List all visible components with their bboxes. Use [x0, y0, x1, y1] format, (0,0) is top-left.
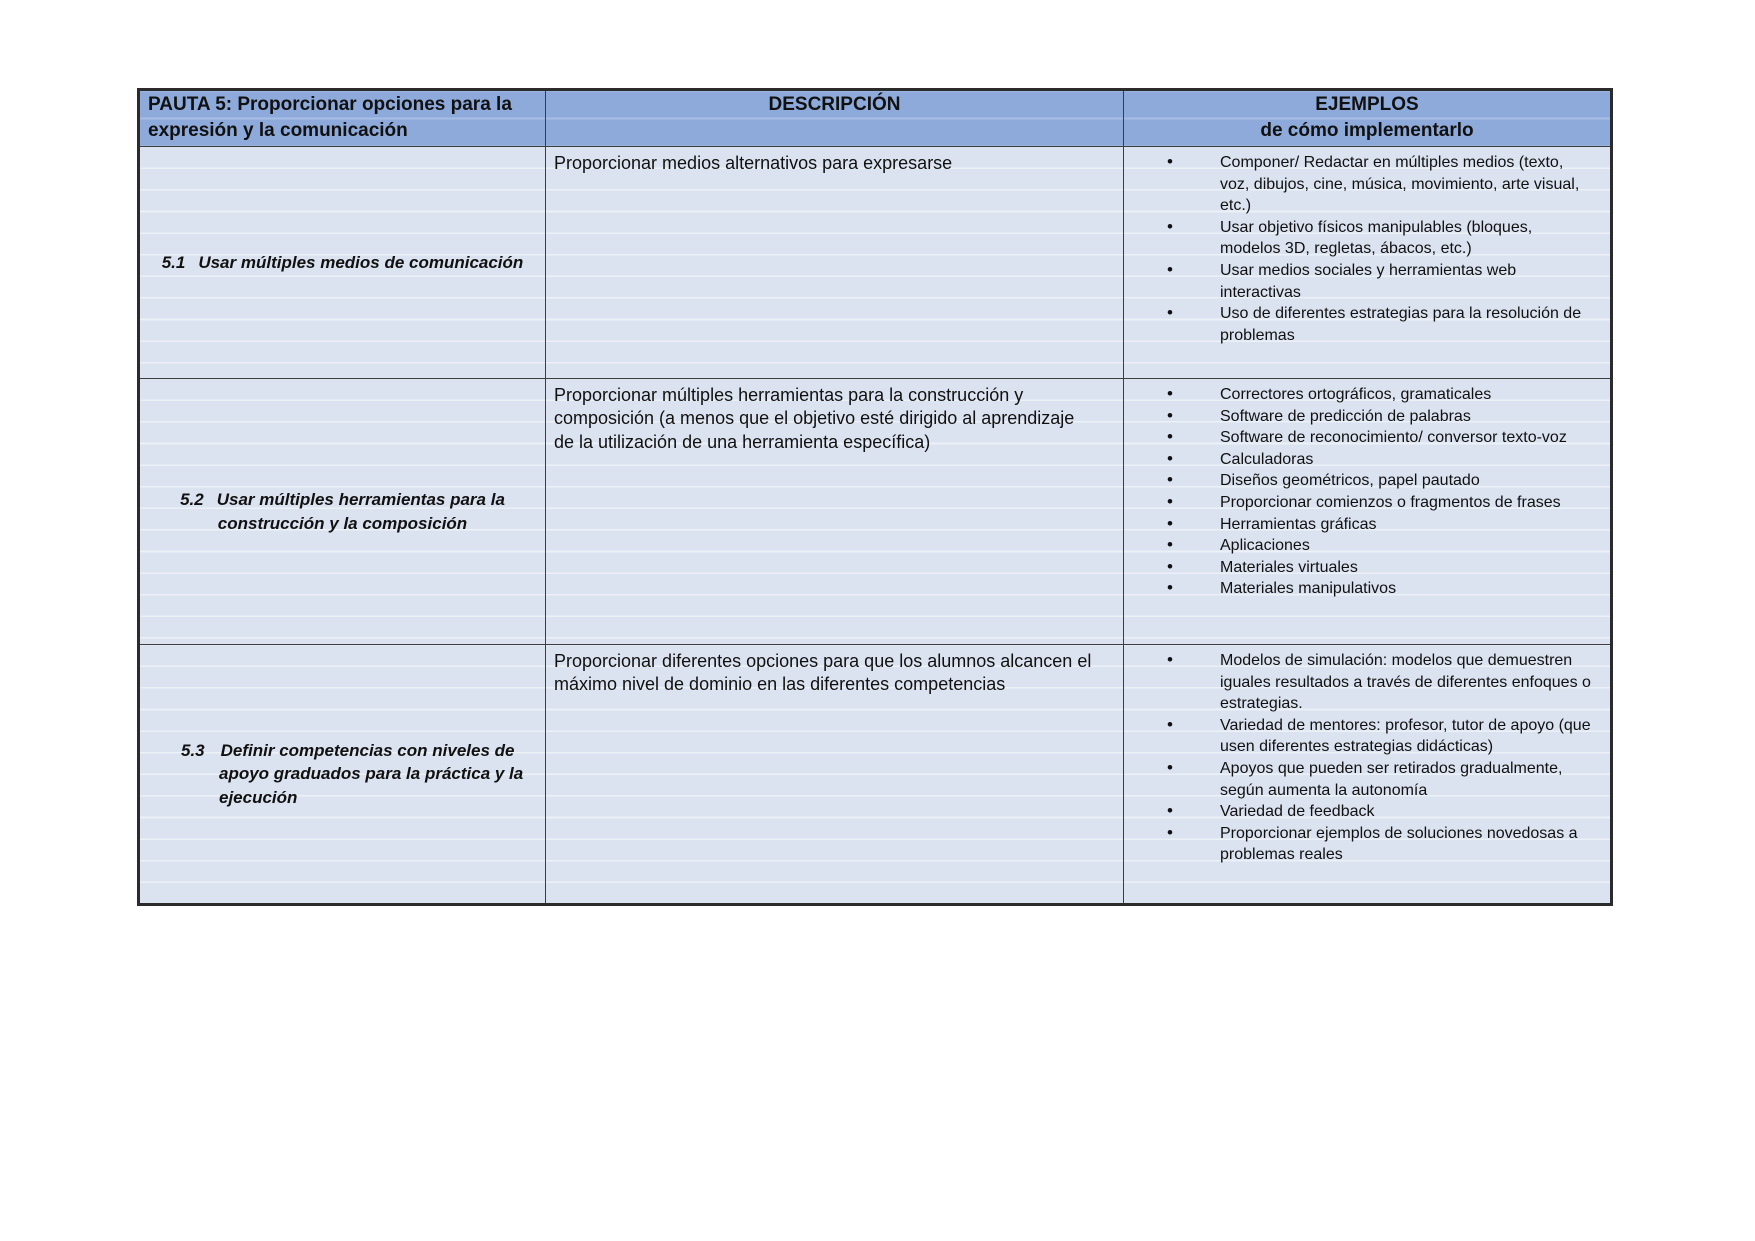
example-text: Apoyos que pueden ser retirados gradualmente, según aumenta la autonomía [1220, 759, 1563, 799]
example-item [1124, 578, 1594, 600]
example-item [1124, 492, 1594, 514]
bullet-icon: • [1167, 448, 1173, 468]
bullet-icon: • [1167, 152, 1173, 171]
bullet-icon: • [1167, 556, 1173, 576]
examples-list [1124, 384, 1594, 600]
example-text: Materiales manipulativos [1220, 580, 1397, 598]
example-text: Herramientas gráficas [1220, 515, 1377, 533]
guideline-header-label: PAUTA 5: Proporcionar opciones para la expresión y la comunicación [148, 94, 512, 141]
guideline-title [148, 488, 537, 535]
guideline-cell [139, 147, 546, 379]
examples-cell [1124, 645, 1612, 905]
example-text: Materiales virtuales [1220, 558, 1358, 576]
example-item [1124, 152, 1594, 217]
examples-list [1124, 152, 1594, 346]
bullet-icon: • [1167, 470, 1173, 490]
bullet-icon: • [1167, 801, 1173, 821]
example-text: Proporcionar ejemplos de soluciones novedosas a problemas reales [1220, 824, 1578, 864]
example-item [1124, 470, 1594, 492]
example-item [1124, 260, 1594, 303]
bullet-icon: • [1167, 303, 1173, 323]
table-row [139, 645, 1612, 905]
header-row [139, 90, 1612, 147]
description-text: Proporcionar diferentes opciones para que los alumnos alcancen el máximo nivel de dominio en las diferentes competencias [554, 651, 1092, 695]
guideline-title [148, 739, 537, 810]
example-text: Proporcionar comienzos o fragmentos de frases [1220, 493, 1561, 511]
description-cell [546, 147, 1124, 379]
guideline-code: 5.3 [181, 740, 205, 760]
example-text: Software de predicción de palabras [1220, 407, 1471, 425]
bullet-icon: • [1167, 259, 1173, 279]
example-item [1124, 449, 1594, 471]
example-text: Componer/ Redactar en múltiples medios (texto, voz, dibujos, cine, música, movimiento, arte visual, etc.) [1220, 154, 1580, 215]
example-text: Correctores ortográficos, gramaticales [1220, 386, 1492, 403]
example-text: Variedad de mentores: profesor, tutor de apoyo (que usen diferentes estrategias didácticas) [1220, 716, 1591, 756]
table-body [139, 147, 1612, 905]
description-header-label: DESCRIPCIÓN [768, 94, 901, 115]
example-item [1124, 514, 1594, 536]
table-row [139, 147, 1612, 379]
example-text: Software de reconocimiento/ conversor texto-voz [1220, 429, 1567, 447]
description-text: Proporcionar medios alternativos para expresarse [554, 153, 953, 173]
guideline-code: 5.2 [180, 490, 204, 509]
example-item [1124, 823, 1594, 866]
example-text: Uso de diferentes estrategias para la resolución de problemas [1220, 305, 1582, 344]
examples-cell [1124, 147, 1612, 379]
guideline-code: 5.1 [161, 252, 186, 272]
description-text: Proporcionar múltiples herramientas para la construcción y composición (a menos que el objetivo esté dirigido al aprendizaje de la utilización de una herramienta específica) [554, 385, 1075, 452]
example-item [1124, 217, 1594, 260]
example-item [1124, 758, 1594, 801]
bullet-icon: • [1167, 491, 1173, 511]
description-cell [546, 645, 1124, 905]
guideline-name: Usar múltiples herramientas para la construcción y la composición [216, 490, 505, 533]
header-cell-guideline [139, 90, 546, 147]
guideline-cell [139, 379, 546, 645]
example-text: Diseños geométricos, papel pautado [1220, 472, 1480, 490]
examples-header-sublabel: de cómo implementarlo [1260, 120, 1474, 141]
example-text: Modelos de simulación: modelos que demuestren iguales resultados a través de diferentes enfoques o estrategias. [1220, 652, 1591, 713]
example-item [1124, 535, 1594, 557]
example-item [1124, 303, 1594, 346]
header-cell-description [546, 90, 1124, 147]
example-text: Calculadoras [1220, 450, 1314, 468]
bullet-icon: • [1167, 535, 1173, 555]
bullet-icon: • [1167, 216, 1173, 236]
example-item [1124, 801, 1594, 823]
example-item [1124, 650, 1594, 715]
example-text: Variedad de feedback [1220, 803, 1375, 821]
description-cell [546, 379, 1124, 645]
example-text: Usar medios sociales y herramientas web interactivas [1220, 261, 1517, 301]
pauta5-table [137, 88, 1613, 906]
example-item [1124, 406, 1594, 428]
header-cell-examples [1124, 90, 1612, 147]
examples-header-label: EJEMPLOS [1315, 94, 1419, 115]
bullet-icon: • [1167, 427, 1173, 447]
bullet-icon: • [1167, 384, 1173, 403]
table-row [139, 379, 1612, 645]
bullet-icon: • [1167, 714, 1173, 734]
example-item [1124, 715, 1594, 758]
bullet-icon: • [1167, 578, 1173, 598]
guideline-name: Definir competencias con niveles de apoyo graduados para la práctica y la ejecución [219, 740, 524, 807]
examples-list [1124, 650, 1594, 866]
examples-cell [1124, 379, 1612, 645]
bullet-icon: • [1167, 513, 1173, 533]
bullet-icon: • [1167, 822, 1173, 842]
example-item [1124, 557, 1594, 579]
example-item [1124, 427, 1594, 449]
guideline-cell [139, 645, 546, 905]
example-text: Usar objetivo físicos manipulables (bloques, modelos 3D, regletas, ábacos, etc.) [1220, 218, 1533, 258]
guideline-title [148, 251, 537, 275]
example-text: Aplicaciones [1220, 537, 1310, 555]
bullet-icon: • [1167, 650, 1173, 669]
guideline-name: Usar múltiples medios de comunicación [198, 252, 524, 272]
bullet-icon: • [1167, 405, 1173, 425]
example-item [1124, 384, 1594, 406]
bullet-icon: • [1167, 757, 1173, 777]
